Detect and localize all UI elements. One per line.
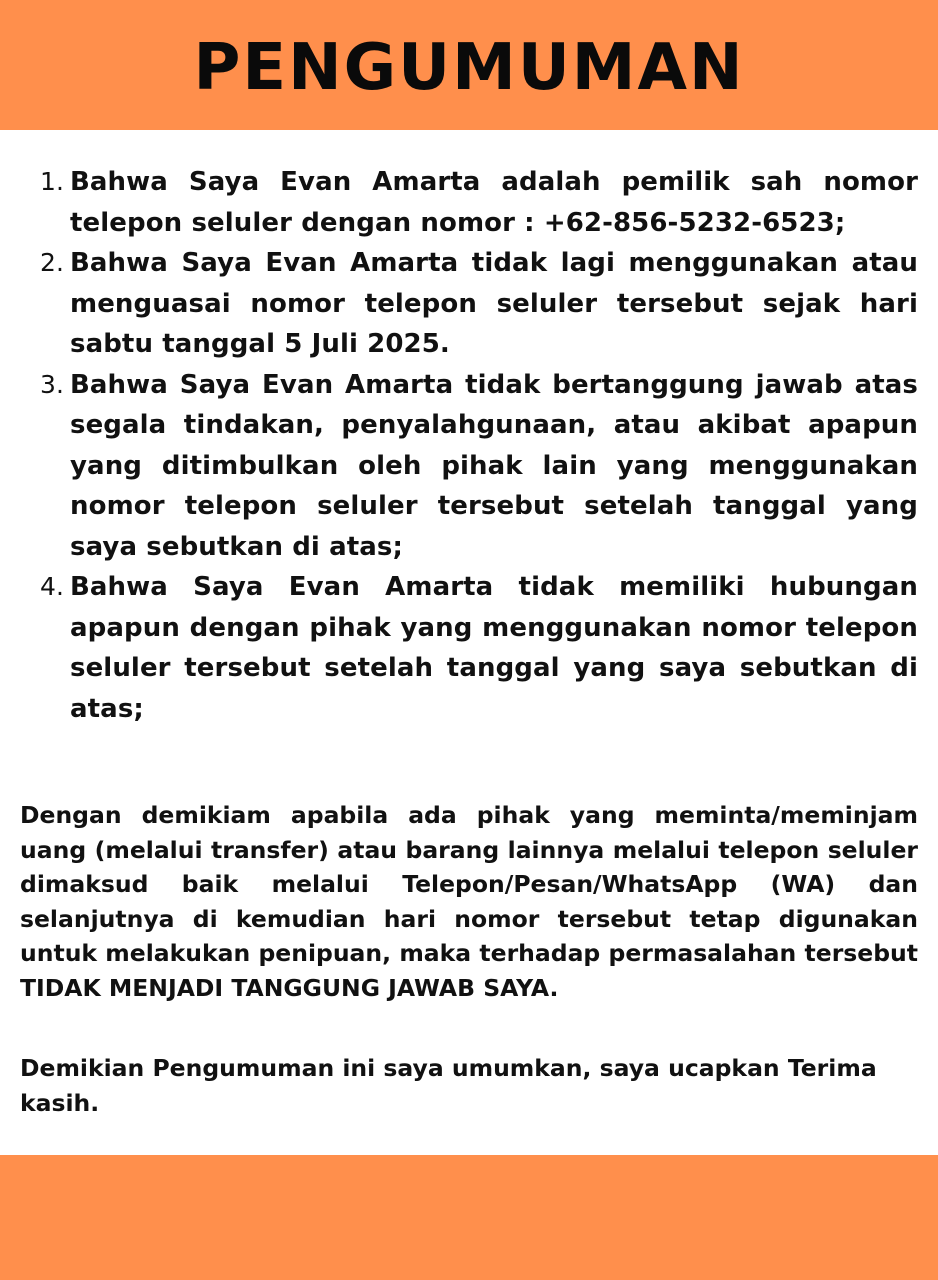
thanks-paragraph: Demikian Pengumuman ini saya umumkan, saya ucapkan Terima kasih. (20, 1054, 877, 1117)
list-item (28, 365, 918, 568)
statement-list (28, 162, 918, 729)
list-item-number: 2. (40, 248, 65, 277)
list-item-text: Bahwa Saya Evan Amarta tidak memiliki hubungan apapun dengan pihak yang menggunakan nomor telepon seluler tersebut setelah tanggal yang saya sebutkan di atas; (70, 572, 918, 724)
list-item-number: 4. (40, 572, 65, 601)
list-item-number: 3. (40, 369, 65, 399)
list-item-text: Bahwa Saya Evan Amarta adalah pemilik sah nomor telepon seluler dengan nomor : +62-856-5232-6523; (70, 167, 918, 238)
page-title: PENGUMUMAN (193, 31, 745, 105)
closing-paragraph: Dengan demikiam apabila ada pihak yang meminta/meminjam uang (melalui transfer) atau barang lainnya melalui telepon seluler dimaksud baik melalui Telepon/Pesan/WhatsApp (WA) dan selanjutnya di kemudian hari nomor tersebut tetap digunakan untuk melakukan penipuan, maka terhadap permasalahan tersebut TIDAK MENJADI TANGGUNG JAWAB SAYA. (20, 801, 918, 1002)
list-item-text: Bahwa Saya Evan Amarta tidak bertanggung jawab atas segala tindakan, penyalahgunaan, atau akibat apapun yang ditimbulkan oleh pihak lain yang menggunakan nomor telepon seluler tersebut setelah tanggal yang saya sebutkan di atas; (70, 369, 918, 562)
footer-banner (0, 1155, 938, 1280)
list-item (28, 162, 918, 243)
list-item-number: 1. (40, 167, 65, 196)
list-item-text: Bahwa Saya Evan Amarta tidak lagi menggunakan atau menguasai nomor telepon seluler tersebut sejak hari sabtu tanggal 5 Juli 2025. (70, 248, 918, 359)
list-item (28, 567, 918, 729)
list-item (28, 243, 918, 365)
header-banner (0, 0, 938, 130)
